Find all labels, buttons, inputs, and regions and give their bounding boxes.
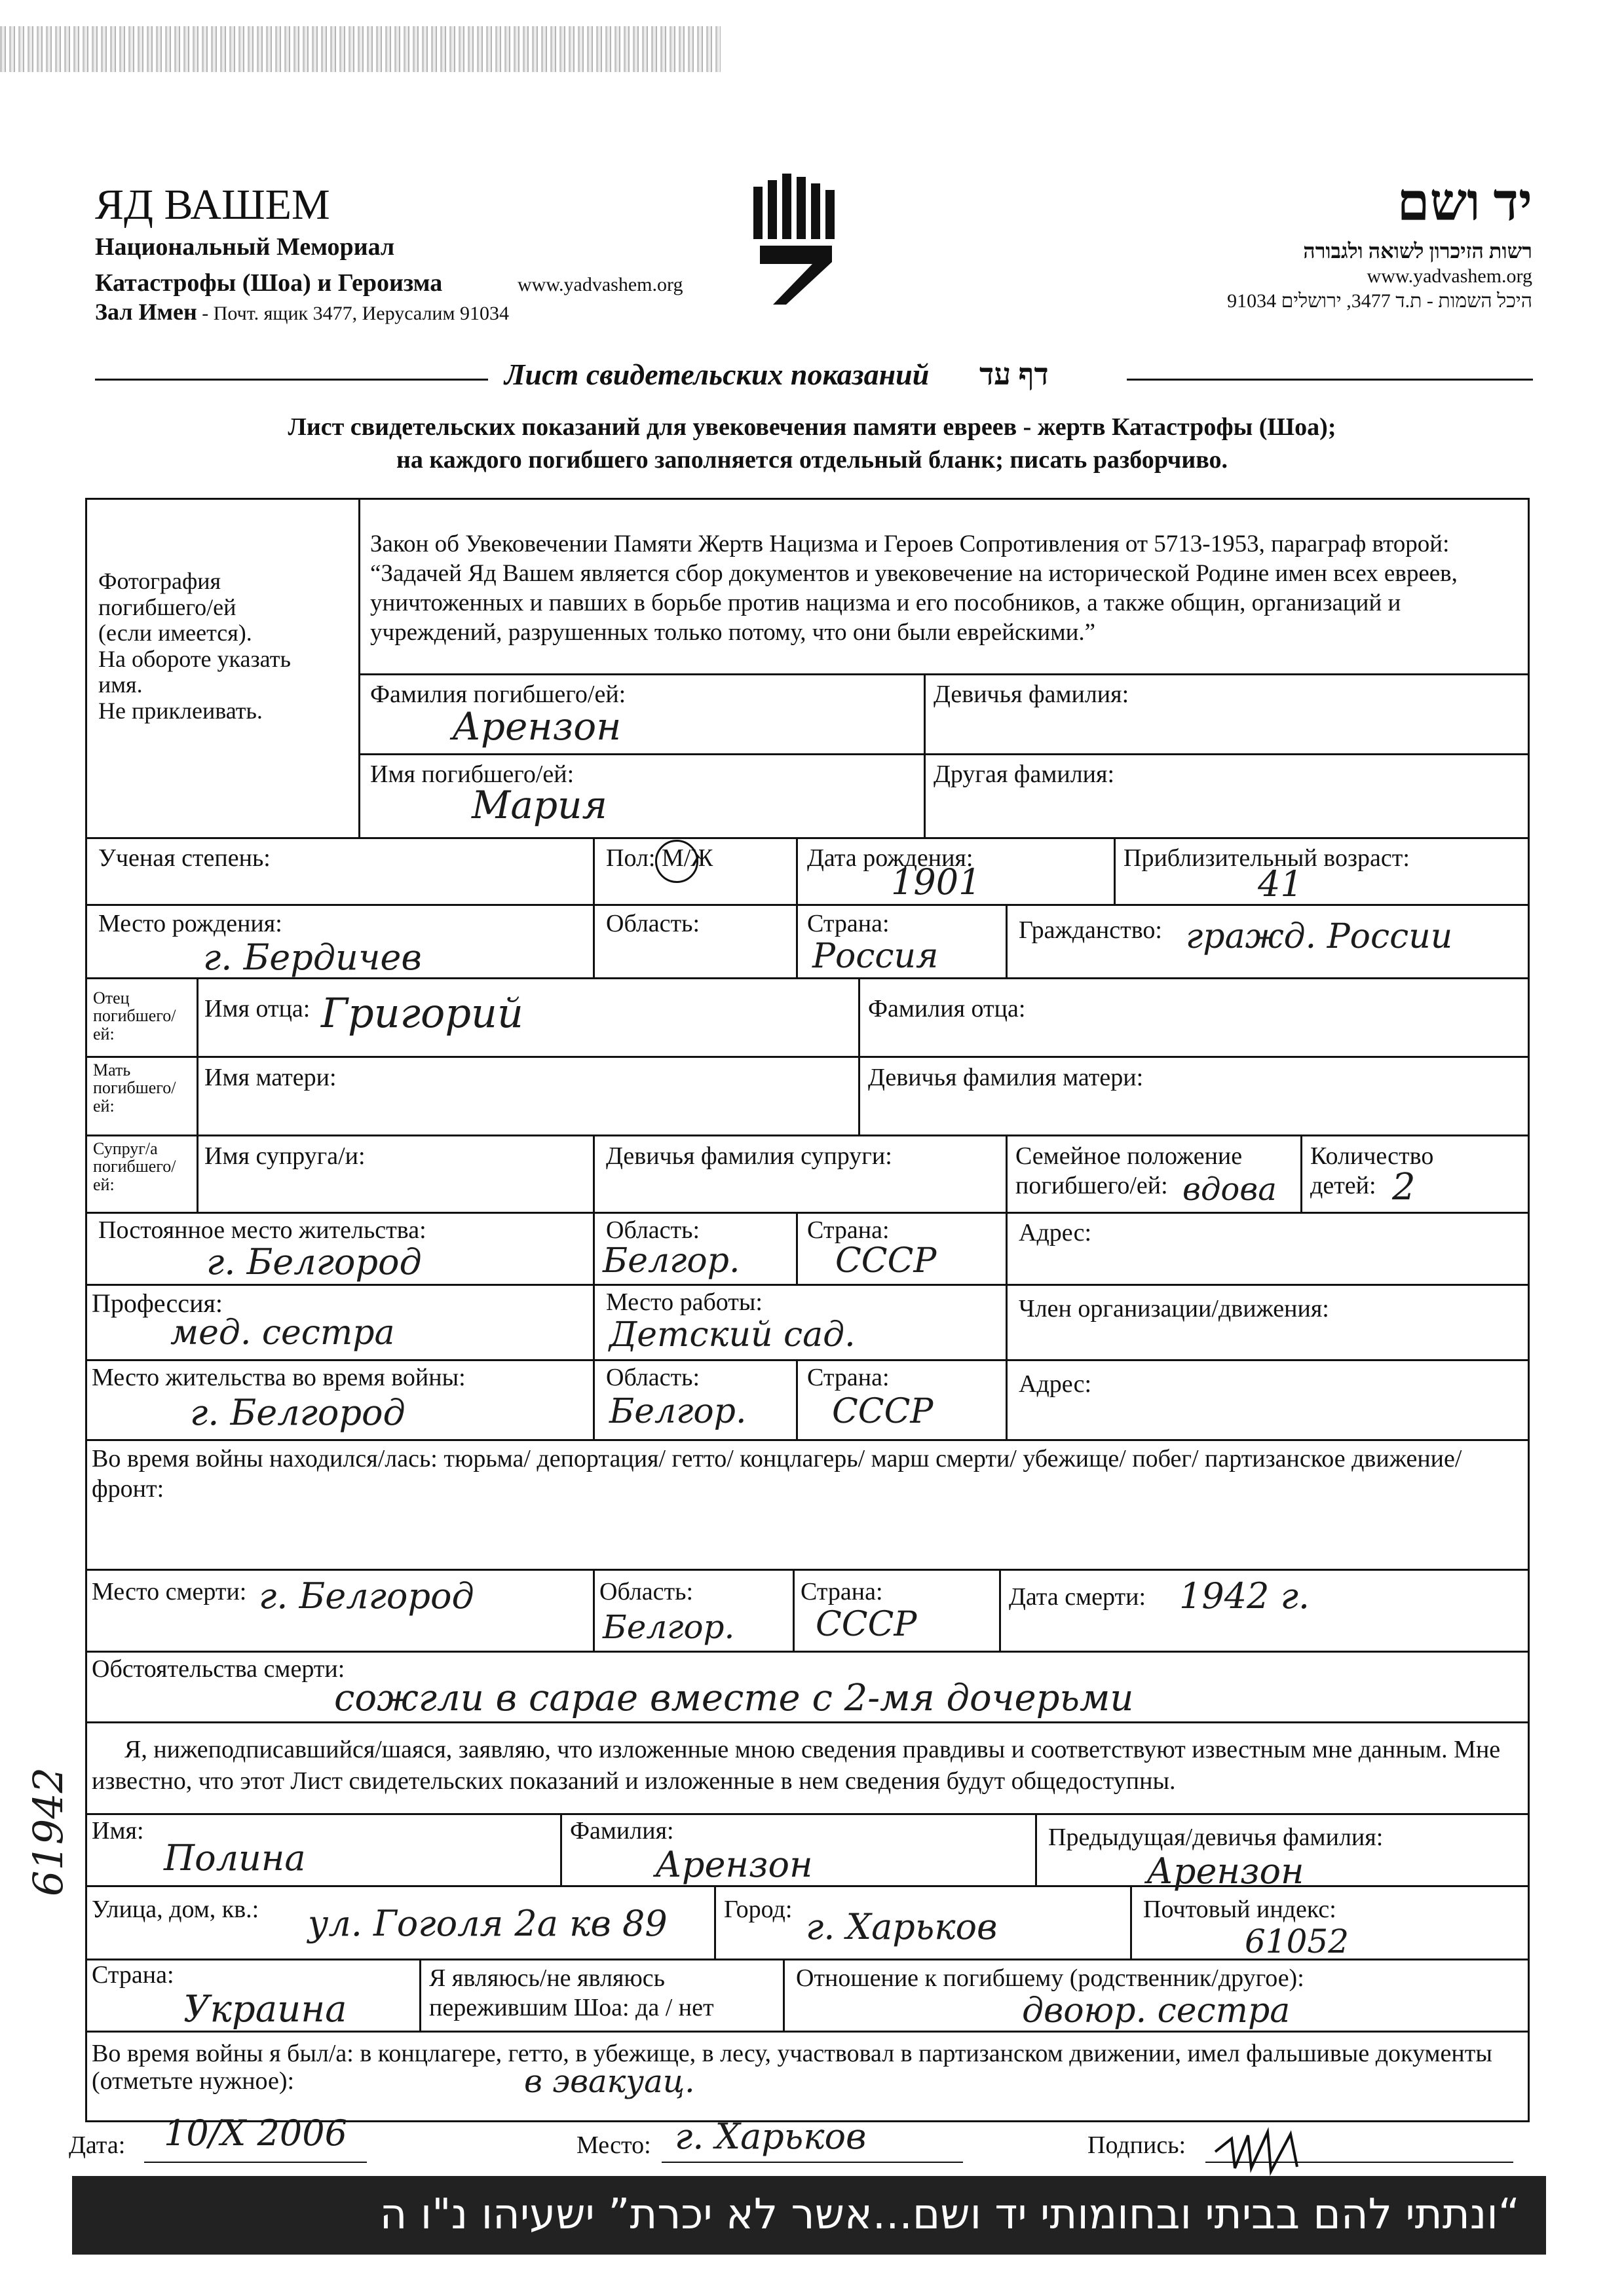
header-line3 bbox=[95, 298, 509, 326]
survivor-label1: Я являюсь/не являюсь bbox=[429, 1964, 665, 1992]
rule bbox=[85, 1359, 1530, 1361]
profession-label: Профессия: bbox=[92, 1288, 223, 1318]
rule bbox=[85, 1056, 1530, 1058]
title-rule-right bbox=[1127, 379, 1533, 381]
witness-war-value: в эвакуац. bbox=[524, 2063, 695, 2100]
circumstances-label: Обстоятельства смерти: bbox=[92, 1655, 345, 1683]
witness-country-value: Украина bbox=[183, 1988, 347, 2031]
birth-region-label: Область: bbox=[606, 910, 700, 937]
witness-name-label: Имя: bbox=[92, 1817, 144, 1845]
work-label: Место работы: bbox=[606, 1288, 763, 1316]
father-name-label: Имя отца: bbox=[204, 995, 311, 1022]
spouse-side-label: Супруг/а погибшего/ ей: bbox=[93, 1139, 176, 1194]
spouse-name-label: Имя супруга/и: bbox=[204, 1142, 366, 1170]
during-war-label: Во время войны находился/лась: тюрьма/ депортация/ гетто/ концлагерь/ марш смерти/ убежище/ побег/ партизанское движение/фронт: bbox=[92, 1445, 1462, 1503]
witness-city-label: Город: bbox=[724, 1896, 793, 1923]
degree-label: Ученая степень: bbox=[98, 844, 271, 872]
rule bbox=[85, 1813, 1530, 1815]
rule bbox=[85, 1721, 1530, 1723]
rule bbox=[783, 1959, 785, 2031]
footer-bar bbox=[72, 2176, 1546, 2255]
subtitle-line2: на каждого погибшего заполняется отдельный бланк; писать разборчиво. bbox=[396, 446, 1228, 474]
photo-note-line: погибшего/ей bbox=[98, 593, 236, 620]
birthplace-value: г. Бердичев bbox=[203, 937, 422, 978]
family-status-value: вдова bbox=[1182, 1171, 1277, 1208]
header-line1: Национальный Мемориал bbox=[95, 233, 395, 261]
witness-name-value: Полина bbox=[164, 1837, 306, 1879]
signature-label: Подпись: bbox=[1087, 2131, 1186, 2159]
rule bbox=[1035, 1813, 1037, 1885]
witness-surname-label: Фамилия: bbox=[570, 1817, 674, 1845]
residence-region-value: Белгор. bbox=[603, 1241, 740, 1281]
mother-maiden-label: Девичья фамилия матери: bbox=[868, 1064, 1144, 1091]
death-date-value: 1942 г. bbox=[1179, 1575, 1310, 1617]
law-text: Закон об Увековечении Памяти Жертв Нацизма и Героев Сопротивления от 5713-1953, параграф второй: “Задачей Яд Вашем является сбор документов и увековечение на исторической Родине имен всех евреев, уничтоженных и павших в борьбе против нацизма и его пособников, а также общин, организаций и учреждений, разрушенных только потому, что они были еврейскими.” bbox=[370, 531, 1458, 647]
age-label: Приблизительный возраст: bbox=[1124, 844, 1410, 872]
sex-circle bbox=[655, 840, 698, 883]
date-label: Дата: bbox=[69, 2131, 126, 2159]
rule bbox=[85, 1439, 1530, 1441]
header-line2: Катастрофы (Шоа) и Героизма bbox=[95, 269, 443, 297]
rule bbox=[1006, 904, 1008, 977]
rule bbox=[999, 1569, 1001, 1651]
rule bbox=[662, 2162, 963, 2163]
place-label: Место: bbox=[576, 2131, 651, 2159]
mother-side-label: Мать погибшего/ ей: bbox=[93, 1060, 176, 1116]
form-title: Лист свидетельских показаний bbox=[504, 358, 930, 391]
death-place-label: Место смерти: bbox=[92, 1578, 247, 1605]
residence-label: Постоянное место жительства: bbox=[98, 1216, 426, 1244]
rule bbox=[419, 1959, 421, 2031]
birth-country-label: Страна: bbox=[807, 910, 890, 937]
death-country-value: СССР bbox=[816, 1605, 917, 1644]
header-he-url: www.yadvashem.org bbox=[1367, 265, 1532, 287]
sex-label: Пол: М/Ж bbox=[606, 844, 713, 872]
rule bbox=[360, 753, 1530, 755]
rule bbox=[85, 1212, 1530, 1214]
children-label2: детей: bbox=[1310, 1172, 1376, 1199]
residence-country-value: СССР bbox=[835, 1241, 937, 1281]
rule bbox=[1130, 1885, 1132, 1959]
witness-surname-value: Арензон bbox=[655, 1844, 813, 1885]
rule bbox=[714, 1885, 716, 1959]
header-he-line1: רשות הזיכרון לשואה ולגבורה bbox=[1303, 239, 1532, 263]
rule bbox=[85, 1569, 1530, 1571]
witness-war-label: Во время войны я был/а: в концлагере, гетто, в убежище, в лесу, участвовал в партизанском движении, имел фальшивые документы (отметьте нужное): bbox=[92, 2040, 1492, 2095]
form-title-he: דף עד bbox=[979, 358, 1049, 391]
circumstances-value: сожгли в сарае вместе с 2-мя дочерьми bbox=[334, 1677, 1134, 1719]
residence-value: г. Белгород bbox=[206, 1241, 422, 1283]
birthplace-label: Место рождения: bbox=[98, 910, 282, 937]
rule bbox=[85, 1134, 1530, 1136]
rule bbox=[593, 1569, 595, 1651]
place-value: г. Харьков bbox=[675, 2116, 867, 2157]
citizenship-value: гражд. России bbox=[1186, 917, 1453, 956]
rule bbox=[144, 2162, 367, 2163]
rule bbox=[360, 673, 1530, 675]
header-he-line3: היכל השמות - ת.ד 3477, ירושלים 91034 bbox=[1227, 290, 1532, 312]
rule bbox=[796, 837, 798, 977]
scan-noise bbox=[0, 26, 721, 72]
org-name-ru: ЯД ВАШЕМ bbox=[95, 181, 330, 229]
maiden-label: Девичья фамилия: bbox=[934, 681, 1129, 708]
other-surname-label: Другая фамилия: bbox=[934, 760, 1115, 788]
birth-country-value: Россия bbox=[812, 937, 939, 976]
residence-region-label: Область: bbox=[606, 1216, 700, 1244]
father-side-label: Отец погибшего/ ей: bbox=[93, 988, 176, 1043]
war-country-value: СССР bbox=[832, 1392, 934, 1431]
war-region-value: Белгор. bbox=[609, 1392, 747, 1431]
father-surname-label: Фамилия отца: bbox=[868, 995, 1026, 1022]
rule bbox=[85, 837, 1530, 839]
rule bbox=[197, 977, 198, 1213]
rule bbox=[796, 1212, 798, 1284]
name-value: Мария bbox=[472, 783, 607, 827]
birth-label: Дата рождения: bbox=[807, 844, 973, 872]
age-value: 41 bbox=[1258, 863, 1303, 905]
header-url-left: www.yadvashem.org bbox=[518, 274, 683, 295]
residence-address-label: Адрес: bbox=[1019, 1219, 1092, 1247]
rule bbox=[85, 1885, 1530, 1887]
date-value: 10/X 2006 bbox=[164, 2112, 347, 2154]
rule bbox=[1114, 837, 1116, 904]
name-label: Имя погибшего/ей: bbox=[370, 760, 575, 788]
death-date-label: Дата смерти: bbox=[1009, 1583, 1146, 1611]
declaration-text: Я, нижеподписавшийся/шаяся, заявляю, что изложенные мною сведения правдивы и соответствуют известным мне данным. Мне известно, что этот Лист свидетельских показаний и изложенные в нем сведения будут общедоступны. bbox=[92, 1736, 1501, 1795]
relation-value: двоюр. сестра bbox=[1022, 1991, 1291, 2031]
witness-zip-value: 61052 bbox=[1245, 1922, 1350, 1960]
rule bbox=[593, 1134, 595, 1439]
org-name-he: יד ושם bbox=[1397, 174, 1532, 232]
rule bbox=[560, 1813, 562, 1885]
death-region-label: Область: bbox=[599, 1578, 694, 1605]
surname-value: Арензон bbox=[452, 704, 622, 749]
footer-quote: “ונתתי להם בביתי ובחומותי יד ושם...אשר לא יכרת” ישעיהו נ"ו ה bbox=[379, 2190, 1520, 2239]
rule bbox=[85, 904, 1530, 906]
mother-name-label: Имя матери: bbox=[204, 1064, 337, 1091]
relation-label: Отношение к погибшему (родственник/другое): bbox=[796, 1964, 1304, 1992]
photo-note bbox=[98, 569, 291, 724]
photo-note-line: На обороте указать bbox=[98, 645, 291, 672]
rule bbox=[1300, 1134, 1302, 1212]
rule bbox=[85, 1284, 1530, 1286]
photo-note-line: Фотография bbox=[98, 568, 221, 594]
rule bbox=[793, 1569, 795, 1651]
children-label1: Количество bbox=[1310, 1142, 1434, 1170]
rule bbox=[796, 1359, 798, 1439]
rule bbox=[593, 837, 595, 977]
photo-note-line: Не приклеивать. bbox=[98, 697, 263, 724]
family-status-label1: Семейное положение bbox=[1015, 1142, 1243, 1170]
death-region-value: Белгор. bbox=[603, 1608, 735, 1646]
father-name-value: Григорий bbox=[321, 989, 523, 1037]
survivor-label2: пережившим Шоа: да / нет bbox=[429, 1994, 714, 2021]
war-residence-label: Место жительства во время войны: bbox=[92, 1364, 466, 1391]
war-region-label: Область: bbox=[606, 1364, 700, 1391]
signature-mark bbox=[1212, 2122, 1343, 2178]
rule bbox=[1006, 1134, 1008, 1439]
witness-prev-surname-value: Арензон bbox=[1146, 1850, 1304, 1892]
profession-value: мед. сестра bbox=[170, 1313, 395, 1353]
children-value: 2 bbox=[1392, 1166, 1416, 1209]
residence-country-label: Страна: bbox=[807, 1216, 890, 1244]
rule bbox=[85, 1651, 1530, 1653]
witness-zip-label: Почтовый индекс: bbox=[1143, 1896, 1336, 1923]
photo-note-line: (если имеется). bbox=[98, 620, 252, 647]
citizenship-label: Гражданство: bbox=[1019, 916, 1162, 944]
rule bbox=[858, 977, 860, 1134]
death-country-label: Страна: bbox=[801, 1578, 883, 1605]
rule bbox=[85, 2031, 1530, 2033]
member-label: Член организации/движения: bbox=[1019, 1295, 1329, 1322]
death-place-value: г. Белгород bbox=[259, 1575, 474, 1617]
header-line3-rest: - Почт. ящик 3477, Иерусалим 91034 bbox=[197, 303, 509, 324]
witness-city-value: г. Харьков bbox=[806, 1906, 998, 1947]
war-country-label: Страна: bbox=[807, 1364, 890, 1391]
witness-street-label: Улица, дом, кв.: bbox=[92, 1896, 259, 1923]
witness-country-label: Страна: bbox=[92, 1961, 174, 1989]
rule bbox=[924, 673, 926, 837]
subtitle-line1: Лист свидетельских показаний для увековечения памяти евреев - жертв Катастрофы (Шоа); bbox=[288, 413, 1336, 441]
spouse-maiden-label: Девичья фамилия супруги: bbox=[606, 1142, 892, 1170]
title-rule-left bbox=[95, 379, 488, 381]
work-value: Детский сад. bbox=[609, 1315, 856, 1355]
yad-vashem-logo bbox=[747, 174, 845, 311]
war-address-label: Адрес: bbox=[1019, 1370, 1092, 1398]
surname-label: Фамилия погибшего/ей: bbox=[370, 681, 626, 708]
witness-street-value: ул. Гоголя 2а кв 89 bbox=[308, 1903, 668, 1944]
header-line3-bold: Зал Имен bbox=[95, 299, 197, 325]
photo-note-line: имя. bbox=[98, 671, 143, 698]
war-residence-value: г. Белгород bbox=[190, 1392, 406, 1433]
witness-prev-surname-label: Предыдущая/девичья фамилия: bbox=[1048, 1824, 1384, 1851]
family-status-label2: погибшего/ей: bbox=[1015, 1172, 1168, 1199]
birth-value: 1901 bbox=[891, 861, 981, 903]
side-number: 61942 bbox=[24, 1767, 73, 1897]
